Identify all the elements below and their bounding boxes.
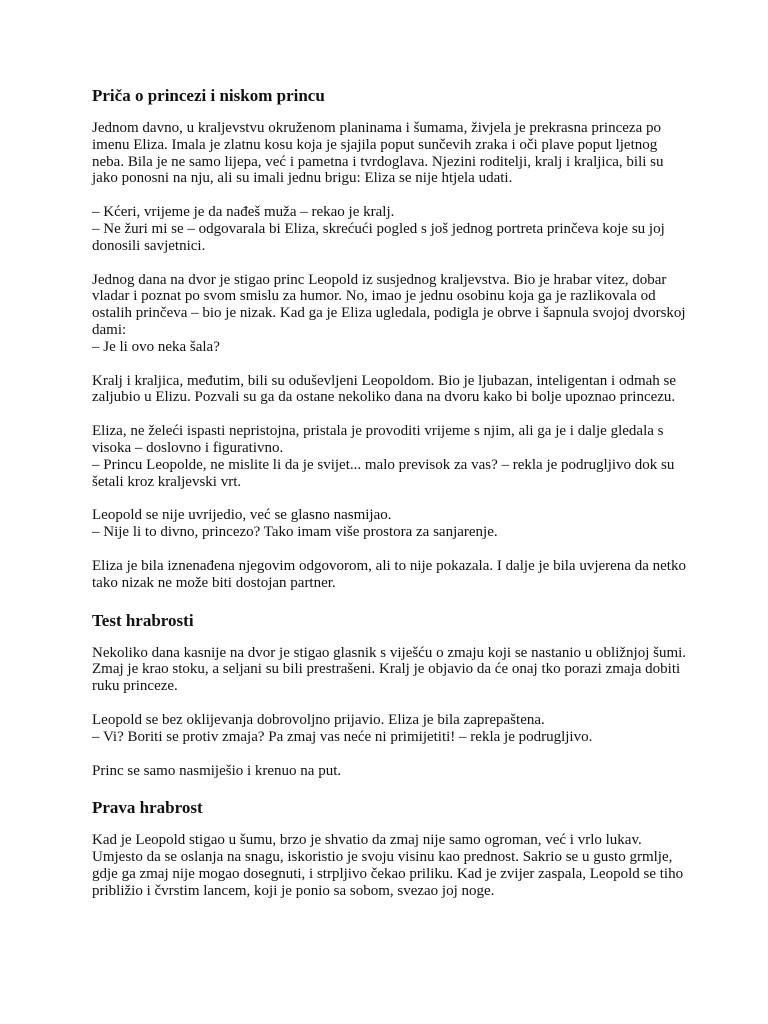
section-heading-test-hrabrosti: Test hrabrosti [92, 610, 194, 630]
paragraph: Kralj i kraljica, međutim, bili su oduševljeni Leopoldom. Bio je ljubazan, inteligentan i odmah se zaljubio u Elizu. Pozvali su ga da ostane nekoliko dana na dvoru kako bi bolje upoznao princezu. [92, 372, 677, 406]
paragraph: Leopold se bez oklijevanja dobrovoljno prijavio. Eliza je bila zaprepaštena. – Vi? Boriti se protiv zmaja? Pa zmaj vas neće ni primijetiti! – rekla je podrugljivo. [92, 711, 593, 745]
paragraph: Leopold se nije uvrijedio, već se glasno nasmijao. – Nije li to divno, princezo? Tako imam više prostora za sanjarenje. [92, 507, 498, 541]
document-title: Priča o princezi i niskom princu [92, 86, 325, 105]
paragraph: Jednom davno, u kraljevstvu okruženom planinama i šumama, živjela je prekrasna princeza po imenu Eliza. Imala je zlatnu kosu koja je sjajila poput sunčevih zraka i oči plave poput ljetnog neba. Bila je ne samo lijepa, već i pametna i tvrdoglava. Njezini roditelji, kralj i kraljica, bili su jako ponosni na nju, ali su imali jednu brigu: Eliza se nije htjela udati. [92, 120, 664, 187]
paragraph: Eliza, ne želeći ispasti nepristojna, pristala je provoditi vrijeme s njim, ali ga je i dalje gledala s visoka – doslovno i figurativno. – Princu Leopolde, ne mislite li da je svijet... malo previsok za vas? – rekla je podrugljivo dok su šetali kroz kraljevski vrt. [92, 423, 675, 490]
paragraph: Princ se samo nasmiješio i krenuo na put. [92, 762, 342, 779]
paragraph: – Kćeri, vrijeme je da nađeš muža – rekao je kralj. – Ne žuri mi se – odgovarala bi Eliza, skrećući pogled s još jednog portreta prinčeva koje su joj donosili savjetnici. [92, 204, 665, 254]
paragraph: Eliza je bila iznenađena njegovim odgovorom, ali to nije pokazala. I dalje je bila uvjerena da netko tako nizak ne može biti dostojan partner. [92, 557, 686, 591]
document-page [92, 86, 692, 917]
paragraph: Kad je Leopold stigao u šumu, brzo je shvatio da zmaj nije samo ogroman, već i vrlo lukav. Umjesto da se oslanja na snagu, iskoristio je svoju visinu kao prednost. Sakrio se u gusto grmlje, gdje ga zmaj nije mogao dosegnuti, i strpljivo čekao priliku. Kad je zvijer zaspala, Leopold se tiho približio i čvrstim lancem, koji je ponio sa sobom, svezao joj noge. [92, 832, 684, 899]
section-heading-prava-hrabrost: Prava hrabrost [92, 798, 203, 818]
paragraph: Jednog dana na dvor je stigao princ Leopold iz susjednog kraljevstva. Bio je hrabar vitez, dobar vladar i poznat po svom smislu za humor. No, imao je jednu osobinu koja ga je razlikovala od ostalih prinčeva – bio je nizak. Kad ga je Eliza ugledala, podigla je obrve i šapnula svojoj dvorskoj dami: – Je li ovo neka šala? [92, 271, 686, 355]
paragraph: Nekoliko dana kasnije na dvor je stigao glasnik s viješću o zmaju koji se nastanio u obližnjoj šumi. Zmaj je krao stoku, a seljani su bili prestrašeni. Kralj je objavio da će onaj tko porazi zmaja dobiti ruku princeze. [92, 644, 687, 695]
